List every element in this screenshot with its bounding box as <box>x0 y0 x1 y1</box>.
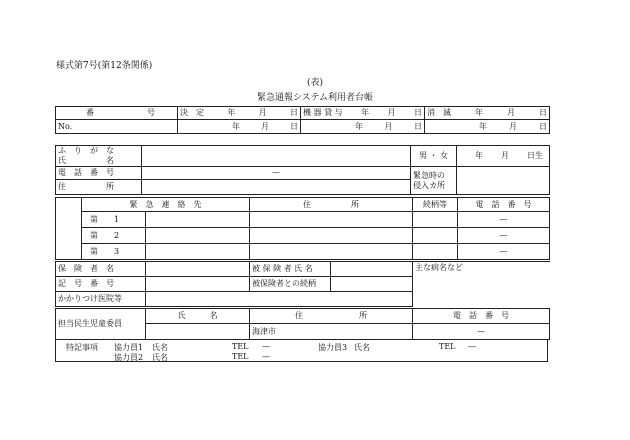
contact-phone-cell[interactable] <box>458 244 550 260</box>
relation-header-cell <box>413 198 458 212</box>
termination-date-cell[interactable] <box>425 120 550 134</box>
contact-label-1: 第 1 <box>90 214 120 224</box>
user-info-table <box>55 145 550 195</box>
contact-row <box>56 228 550 244</box>
go-label: 号 <box>147 108 155 117</box>
number-value-cell[interactable] <box>56 120 178 134</box>
welfare-name-value-cell[interactable] <box>146 324 250 340</box>
welfare-phone-dash: — <box>477 326 485 336</box>
phone-label: 電 話 番 号 <box>58 168 114 177</box>
form-number-label: 様式第7号(第12条関係) <box>56 61 153 71</box>
birth-month-label: 月 <box>501 151 509 160</box>
contact-name-cell[interactable] <box>146 212 250 228</box>
contact-label-cell <box>82 228 146 244</box>
helper1-label: 協力員1 <box>114 343 144 352</box>
day-label: 日 <box>414 121 422 131</box>
termination-header-cell <box>425 107 550 120</box>
welfare-label-cell <box>56 309 146 340</box>
contact-relation-cell[interactable] <box>413 244 458 260</box>
contact-address-cell[interactable] <box>250 212 413 228</box>
address-label-cell <box>56 180 142 195</box>
furigana-label: ふ り が な <box>58 146 114 155</box>
address-label: 住 所 <box>58 182 114 191</box>
spacer-cell <box>56 198 82 212</box>
city-label: 海津市 <box>252 326 276 336</box>
loan-header-cell <box>301 107 425 120</box>
contact-label-cell <box>82 244 146 260</box>
helper3-tel-dash: — <box>468 342 476 351</box>
year-label: 年 <box>355 121 363 131</box>
contact-label-3: 第 3 <box>90 246 120 256</box>
contact-phone-dash: — <box>499 246 508 256</box>
insured-relation-label-cell <box>250 277 331 292</box>
sex-label: 男 ・ 女 <box>418 151 449 160</box>
emergency-entry-label-cell <box>411 167 457 195</box>
birthdate-cell[interactable] <box>457 146 550 167</box>
contact-phone-dash: — <box>499 214 508 224</box>
registration-table <box>55 106 550 134</box>
helper1-tel-label: TEL <box>232 342 249 351</box>
phone-label-cell <box>56 167 142 180</box>
day-label: 日 <box>290 121 298 131</box>
contact-relation-cell[interactable] <box>413 228 458 244</box>
disease-label: 主な病名など <box>415 263 463 272</box>
side-label: (表) <box>306 78 324 88</box>
address-value-cell[interactable] <box>142 180 411 195</box>
welfare-phone-value-cell[interactable] <box>413 324 550 340</box>
clinic-label-cell <box>56 292 146 307</box>
number-header-cell <box>56 107 178 120</box>
ban-label: 番 <box>86 108 94 117</box>
contact-label-cell <box>82 212 146 228</box>
day-label: 日 <box>289 108 298 117</box>
phone-header-cell <box>458 198 550 212</box>
insured-relation-label: 被保険者との続柄 <box>252 279 316 288</box>
address-header-cell <box>250 198 413 212</box>
helper1-name-label: 氏名 <box>152 343 168 352</box>
no-label: No. <box>58 121 73 131</box>
loan-label: 機 器 貸 与 <box>303 108 343 117</box>
welfare-phone-header-cell <box>413 309 550 324</box>
notes-box[interactable] <box>55 339 548 362</box>
phone-dash: — <box>272 168 280 177</box>
contact-phone-cell[interactable] <box>458 228 550 244</box>
contact-address-cell[interactable] <box>250 228 413 244</box>
insured-name-label: 被 保 険 者 氏 名 <box>252 264 313 273</box>
helper3-tel-label: TEL <box>439 342 456 351</box>
spacer-cell <box>56 228 82 244</box>
helper2-tel-dash: — <box>262 352 270 361</box>
phone-header: 電 話 番 号 <box>475 199 532 209</box>
contact-address-cell[interactable] <box>250 244 413 260</box>
month-label: 月 <box>509 121 517 131</box>
welfare-name-header-cell <box>146 309 250 324</box>
clinic-value-cell[interactable] <box>146 292 413 307</box>
helper2-label: 協力員2 <box>114 353 144 362</box>
code-label-cell <box>56 277 146 292</box>
contact-name-cell[interactable] <box>146 244 250 260</box>
termination-label: 消 滅 <box>427 108 451 117</box>
helper3-name-label: 氏名 <box>354 343 370 352</box>
insurance-table <box>55 261 550 307</box>
month-label: 月 <box>258 108 267 117</box>
relation-header: 続柄等 <box>423 199 447 209</box>
birth-day-label: 日生 <box>527 151 543 160</box>
birth-year-label: 年 <box>475 151 483 160</box>
name-value-cell[interactable] <box>142 146 411 167</box>
insurer-label-cell <box>56 262 146 277</box>
contact-row <box>56 212 550 228</box>
insurer-label: 保 険 者 名 <box>58 264 114 273</box>
welfare-address-header: 住 所 <box>295 311 367 320</box>
code-value-cell[interactable] <box>146 277 250 292</box>
welfare-name-header: 氏 名 <box>177 311 218 320</box>
phone-value-cell[interactable] <box>142 167 411 180</box>
helper2-name-label: 氏名 <box>152 353 168 362</box>
month-label: 月 <box>387 108 396 117</box>
decision-date-cell[interactable] <box>178 120 301 134</box>
year-label: 年 <box>232 121 240 131</box>
insured-relation-value-cell[interactable] <box>331 277 413 292</box>
insurer-value-cell[interactable] <box>146 262 250 277</box>
contact-row <box>56 244 550 260</box>
name-label-cell <box>56 146 142 167</box>
month-label: 月 <box>261 121 269 131</box>
decision-header-cell <box>178 107 301 120</box>
year-label: 年 <box>361 108 370 117</box>
day-label: 日 <box>539 121 547 131</box>
spacer-cell <box>56 244 82 260</box>
contact-header-cell <box>82 198 250 212</box>
contact-name-cell[interactable] <box>146 228 250 244</box>
decision-label: 決 定 <box>180 108 204 117</box>
emergency-contacts-table <box>55 197 550 260</box>
notes-label: 特記事項 <box>66 343 98 352</box>
sex-cell[interactable] <box>411 146 457 167</box>
welfare-address-header-cell <box>250 309 413 324</box>
loan-date-cell[interactable] <box>301 120 425 134</box>
year-label: 年 <box>479 121 487 131</box>
contact-header: 緊 急 連 絡 先 <box>129 199 202 209</box>
contact-phone-cell[interactable] <box>458 212 550 228</box>
address-header: 住 所 <box>303 199 359 209</box>
emergency-entry-label-1: 緊急時の <box>413 170 445 180</box>
month-label: 月 <box>507 108 515 117</box>
welfare-table <box>55 308 550 340</box>
helper1-tel-dash: — <box>262 342 270 351</box>
code-label: 記 号 番 号 <box>58 279 114 288</box>
clinic-label: かかりつけ医院等 <box>58 294 122 303</box>
day-label: 日 <box>539 108 547 117</box>
helper2-tel-label: TEL <box>232 352 249 361</box>
insured-name-value-cell[interactable] <box>331 262 413 277</box>
emergency-entry-label-2: 侵入カ所 <box>413 180 445 190</box>
form-title: 緊急通報システム利用者台帳 <box>256 93 374 103</box>
year-label: 年 <box>227 108 236 117</box>
disease-cell[interactable] <box>413 262 550 307</box>
spacer-cell <box>56 212 82 228</box>
contact-phone-dash: — <box>499 230 508 240</box>
emergency-entry-value-cell[interactable] <box>457 167 550 195</box>
name-label: 氏 名 <box>58 156 114 165</box>
year-label: 年 <box>475 108 483 117</box>
contact-label-2: 第 2 <box>90 230 120 240</box>
welfare-label: 担当民生児童委員 <box>58 319 122 328</box>
welfare-phone-header: 電 話 番 号 <box>453 311 509 320</box>
day-label: 日 <box>414 108 422 117</box>
contact-relation-cell[interactable] <box>413 212 458 228</box>
welfare-address-value-cell[interactable] <box>250 324 413 340</box>
helper3-label: 協力員3 <box>318 343 348 352</box>
month-label: 月 <box>384 121 393 131</box>
insured-name-label-cell <box>250 262 331 277</box>
